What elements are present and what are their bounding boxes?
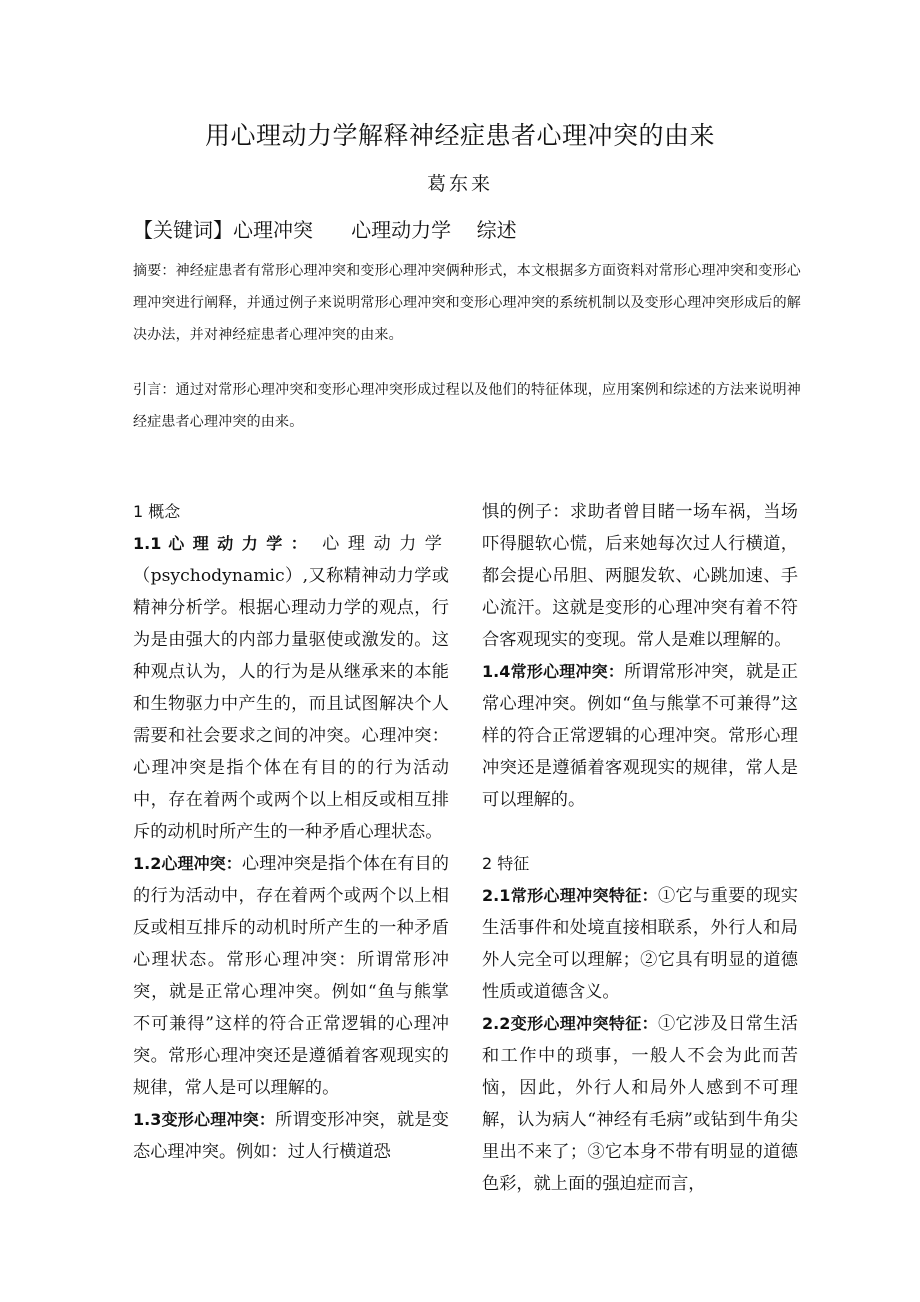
paragraph-text: （psychodynamic）,又称精神动力学或精神分析学。根据心理动力学的观点，行为是由强大的内部力量驱使或激发的。这种观点认为，人的行为是从继承来的本能和生物驱力中产生的，而且试图解决个人需要和社会要求之间的冲突。心理冲突：心理冲突是指个体在有目的的行为活动中，存在着两个或两个以上相反或相互排斥的动机时所产生的一种矛盾心理状态。 (133, 566, 449, 842)
paragraph-1-4 (482, 656, 798, 816)
paragraph-text: 所谓变形冲突，就是变态心理冲突。例如：过人行横道恐 (133, 1110, 449, 1162)
left-column (133, 496, 449, 1168)
paragraph-2-1 (482, 880, 798, 1008)
subsection-title: 常形心理冲突特征： (510, 886, 658, 905)
subsection-number: 2.2 (482, 1014, 511, 1033)
subsection-number: 1.4 (482, 662, 511, 681)
document-title: 用心理动力学解释神经症患者心理冲突的由来 (204, 121, 715, 150)
paragraph-1-3 (133, 1104, 449, 1168)
paragraph-1-1 (133, 528, 449, 848)
paragraph-text: 心理冲突是指个体在有目的的行为活动中，存在着两个或两个以上相反或相互排斥的动机时所产生的一种矛盾心理状态。常形心理冲突：所谓常形冲突，就是正常心理冲突。例如“鱼与熊掌不可兼得”这样的符合正常逻辑的心理冲突。常形心理冲突还是遵循着客观现实的规律，常人是可以理解的。 (133, 854, 449, 1098)
right-column (482, 496, 798, 1200)
paragraph-text: 所谓常形冲突，就是正常心理冲突。例如“鱼与熊掌不可兼得”这样的符合正常逻辑的心理冲突。常形心理冲突还是遵循着客观现实的规律，常人是可以理解的。 (482, 662, 798, 810)
subsection-title: 常形心理冲突： (510, 662, 625, 681)
section-heading-concept: 1 概念 (133, 502, 181, 521)
subsection-number: 1.1 (133, 534, 162, 553)
paragraph-1-2 (133, 848, 449, 1104)
subsection-number: 1.3 (133, 1110, 162, 1129)
subsection-title: 变形心理冲突： (161, 1110, 276, 1129)
subsection-title: 心理动力学： (168, 534, 316, 553)
section-spacer (482, 816, 798, 848)
paragraph-text: ①它与重要的现实生活事件和处境直接相联系，外行人和局外人完全可以理解；②它具有明显的道德性质或道德含义。 (482, 886, 798, 1002)
abstract-paragraph: 摘要：神经症患者有常形心理冲突和变形心理冲突俩种形式，本文根据多方面资料对常形心理冲突和变形心理冲突进行阐释，并通过例子来说明常形心理冲突和变形心理冲突的系统机制以及变形心理冲突形成后的解决办法，并对神经症患者心理冲突的由来。 (133, 263, 801, 343)
paragraph-2-2 (482, 1008, 798, 1200)
subsection-title: 变形心理冲突特征： (510, 1014, 658, 1033)
subsection-number: 2.1 (482, 886, 511, 905)
author-name: 葛东来 (426, 173, 493, 195)
section-heading-features: 2 特征 (482, 854, 530, 873)
introduction-paragraph: 引言：通过对常形心理冲突和变形心理冲突形成过程以及他们的特征体现，应用案例和综述的方法来说明神经症患者心理冲突的由来。 (133, 382, 801, 430)
paragraph-continuation: 惧的例子：求助者曾目睹一场车祸，当场吓得腿软心慌，后来她每次过人行横道，都会提心吊胆、两腿发软、心跳加速、手心流汗。这就是变形的心理冲突有着不符合客观现实的变现。常人是难以理解的。 (482, 502, 798, 650)
paragraph-text: ①它涉及日常生活和工作中的琐事，一般人不会为此而苦恼，因此，外行人和局外人感到不可理解，认为病人“神经有毛病”或钻到牛角尖里出不来了；③它本身不带有明显的道德色彩，就上面的强迫症而言， (482, 1014, 798, 1194)
keywords-line: 【关键词】心理冲突 心理动力学 综述 (133, 218, 517, 242)
paragraph-lead: 心理动力学 (322, 534, 449, 554)
subsection-number: 1.2 (133, 854, 162, 873)
subsection-title: 心理冲突： (161, 854, 242, 873)
